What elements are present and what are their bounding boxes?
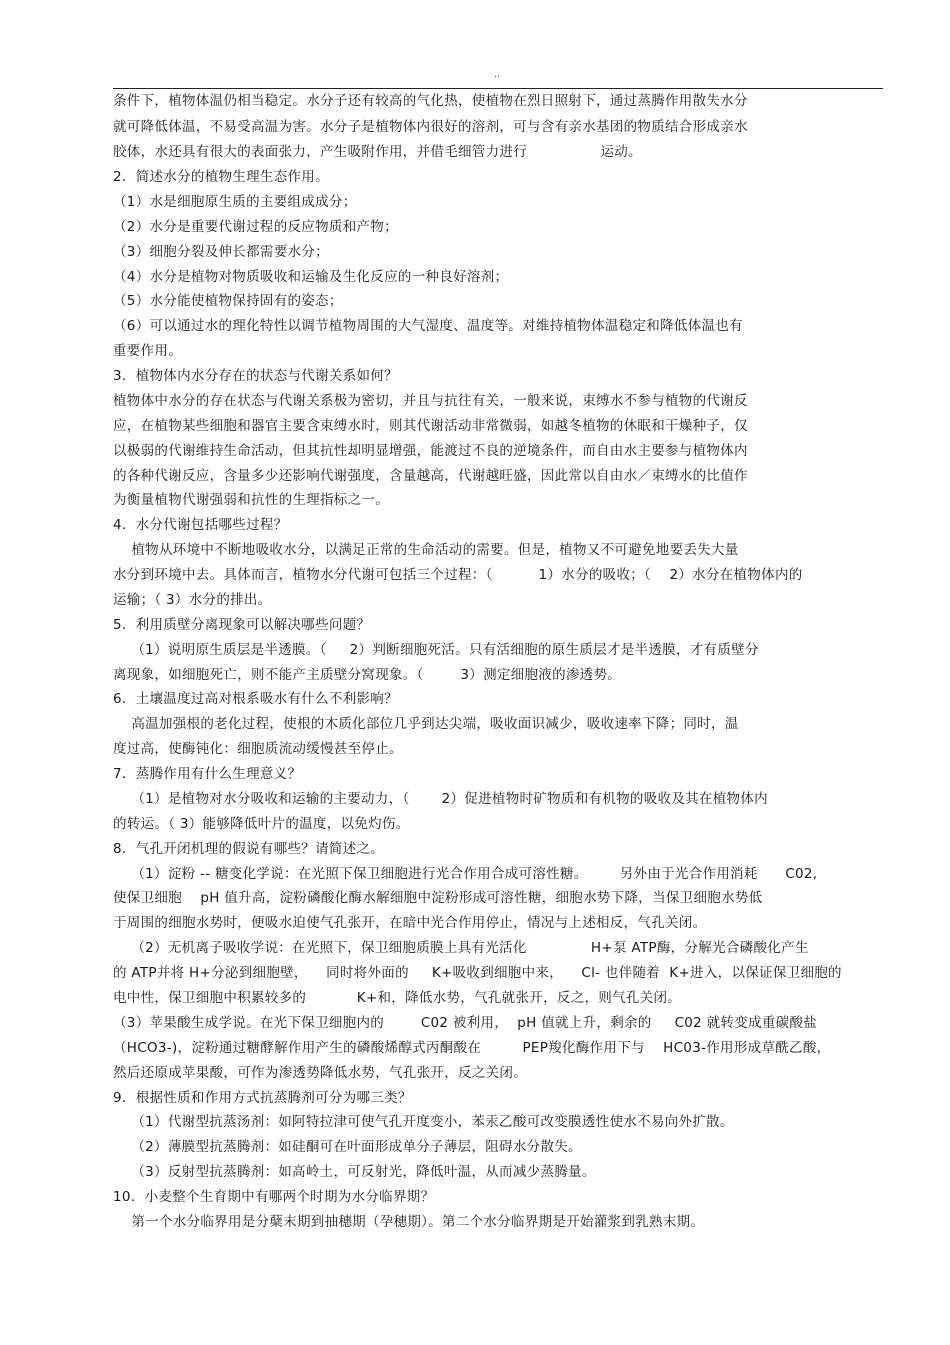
text-line: 3．植物体内水分存在的状态与代谢关系如何？	[113, 368, 398, 384]
text-line: 4．水分代谢包括哪些过程？	[113, 517, 288, 533]
text-line: 高温加强根的老化过程，使根的木质化部位几乎到达尖端，吸收面识减少，吸收速率下降；同时，温	[113, 716, 739, 732]
text-line: 度过高，使酶钝化：细胞质流动缓慢甚至停止。	[113, 741, 403, 757]
text-line: 于周围的细胞水势时，便吸水迫使气孔张开，在暗中光合作用停止，情况与上述相反，气孔关闭。	[113, 915, 707, 931]
text-line: 7．蒸腾作用有什么生理意义？	[113, 766, 302, 782]
text-line: 的 ATP并将 H+分泌到细胞壁， 同时将外面的 K+吸收到细胞中来， Cl- 也伴随着 K+进入，以保证保卫细胞的	[113, 965, 842, 981]
text-line: （5）水分能使植物保持固有的姿态；	[113, 293, 343, 309]
text-line: 重要作用。	[113, 343, 182, 359]
text-line: 条件下，植物体温仍相当稳定。水分子还有较高的气化热，使植物在烈日照射下，通过蒸腾作用散失水分	[113, 93, 748, 109]
header-rule	[113, 88, 883, 89]
text-line: 运输；（ 3）水分的排出。	[113, 592, 272, 608]
text-line: 2．简述水分的植物生理生态作用。	[113, 169, 329, 185]
text-line: （1）水是细胞原生质的主要组成成分；	[113, 194, 357, 210]
text-line: （6）可以通过水的理化特性以调节植物周围的大气湿度、温度等。对维持植物体温稳定和降低体温也有	[113, 318, 743, 334]
header-mark: ..	[494, 69, 501, 80]
text-line: 的转运。（ 3）能够降低叶片的温度，以免灼伤。	[113, 816, 410, 832]
text-line: 水分到环境中去。具体而言，植物水分代谢可包括三个过程：（ 1）水分的吸收；（ 2）水分在植物体内的	[113, 567, 803, 583]
text-line: （HCO3-)，淀粉通过糖酵解作用产生的磷酸烯醇式丙酮酸在 PEP羧化酶作用下与 HC03-作用形成草酰乙酸，	[113, 1040, 831, 1056]
text-line: （4）水分是植物对物质吸收和运输及生化反应的一种良好溶剂；	[113, 269, 509, 285]
text-line: （1）是植物对水分吸收和运输的主要动力，（ 2）促进植物时矿物质和有机物的吸收及其在植物体内	[113, 791, 768, 807]
text-line: 为衡量植物代谢强弱和抗性的生理指标之一。	[113, 492, 389, 508]
text-line: （2）薄膜型抗蒸腾剂：如硅酮可在叶面形成单分子薄层，阻碍水分散失。	[113, 1139, 582, 1155]
text-line: 植物从环境中不断地吸收水分，以满足正常的生命活动的需要。但是，植物又不可避免地要丢失大量	[113, 542, 739, 558]
text-line: （2）无机离子吸收学说：在光照下，保卫细胞质膜上具有光活化 H+泵 ATP酶，分解光合磷酸化产生	[113, 940, 809, 956]
text-line: 第一个水分临界用是分蘖末期到抽穗期（孕穗期）。第二个水分临界期是开始灌浆到乳熟末期。	[113, 1214, 705, 1230]
text-line: 胶体，水还具有很大的表面张力，产生吸附作用，并借毛细管力进行 运动。	[113, 144, 642, 160]
text-line: 10．小麦整个生育期中有哪两个时期为水分临界期？	[113, 1189, 435, 1205]
text-line: （3）苹果酸生成学说。在光下保卫细胞内的 C02 被利用， pH 值就上升，剩余的 C02 就转变成重碳酸盐	[113, 1015, 818, 1031]
text-line: （3）细胞分裂及伸长都需要水分；	[113, 244, 329, 260]
text-line: 使保卫细胞 pH 值升高，淀粉磷酸化酶水解细胞中淀粉形成可溶性糖，细胞水势下降，当保卫细胞水势低	[113, 890, 763, 906]
text-line: 植物体中水分的存在状态与代谢关系极为密切，并且与抗往有关，一般来说，束缚水不参与植物的代谢反	[113, 393, 748, 409]
text-line: 6．土壤温度过高对根系吸水有什么不利影响？	[113, 691, 398, 707]
text-line: 就可降低体温，不易受高温为害。水分子是植物体内很好的溶剂，可与含有亲水基团的物质结合形成亲水	[113, 119, 748, 135]
text-line: 应，在植物某些细胞和器官主要含束缚水时，则其代谢活动非常微弱，如越冬植物的休眠和干燥种子，仅	[113, 418, 748, 434]
text-line: （1）代谢型抗蒸汤剂：如阿特拉津可使气孔开度变小，苯汞乙酸可改变膜透性使水不易向外扩散。	[113, 1114, 734, 1130]
text-line: （1）说明原生质层是半透膜。（ 2）判断细胞死活。只有活细胞的原生质层才是半透膜，才有质壁分	[113, 642, 759, 658]
text-line: 离现象，如细胞死亡，则不能产主质壁分窝现象。（ 3）测定细胞液的渗透势。	[113, 667, 622, 683]
text-line: 的各种代谢反应，含量多少还影响代谢强度，含量越高，代谢越旺盛，因此常以自由水／束缚水的比值作	[113, 468, 748, 484]
text-line: 然后还原成苹果酸，可作为渗透势降低水势，气孔张开，反之关闭。	[113, 1065, 527, 1081]
text-line: 以极弱的代谢维持生命活动，但其抗性却明显增强，能渡过不良的逆境条件，而自由水主要参与植物体内	[113, 443, 748, 459]
text-line: 电中性，保卫细胞中积累较多的 K+和，降低水势，气孔就张开，反之，则气孔关闭。	[113, 990, 682, 1006]
text-line: 8．气孔开闭机理的假说有哪些？请简述之。	[113, 841, 385, 857]
text-line: （2）水分是重要代谢过程的反应物质和产物；	[113, 219, 398, 235]
text-line: 9．根据性质和作用方式抗蒸腾剂可分为哪三类？	[113, 1090, 412, 1106]
text-line: 5．利用质壁分离现象可以解决哪些问题？	[113, 617, 371, 633]
text-line: （3）反射型抗蒸腾剂：如高岭土，可反射光，降低叶温，从而减少蒸腾量。	[113, 1164, 596, 1180]
text-line: （1）淀粉 -- 糖变化学说：在光照下保卫细胞进行光合作用合成可溶性糖。 另外由于光合作用消耗 C02,	[113, 866, 818, 882]
